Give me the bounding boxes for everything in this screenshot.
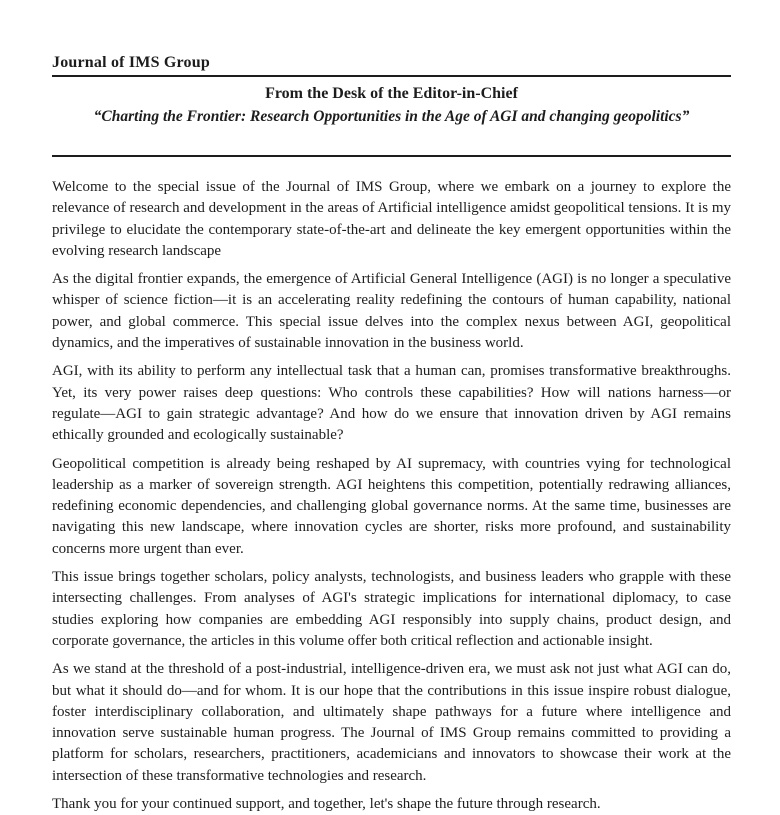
divider-rule (52, 155, 731, 157)
body-paragraph-3: AGI, with its ability to perform any intellectual task that a human can, promises transformative breakthroughs. Yet, its very power raises deep questions: Who controls these capabilities? How will nations harness—or regulate—AGI to gain strategic advantage? And how do we ensure that innovation driven by AGI remains ethically grounded and ecologically sustainable? (52, 363, 731, 444)
body-paragraph-4: Geopolitical competition is already being reshaped by AI supremacy, with countries vying for technological leadership as a marker of sovereign strength. AGI heightens this competition, potentially redrawing alliances, redefining economic dependencies, and challenging global governance norms. At the same time, businesses are navigating this new landscape, where innovation cycles are shorter, risks more profound, and sustainability concerns more urgent than ever. (52, 455, 731, 557)
body-paragraph-2: As the digital frontier expands, the emergence of Artificial General Intelligence (AGI) is no longer a speculative whisper of science fiction—it is an accelerating reality redefining the contours of human capability, national power, and global commerce. This special issue delves into the complex nexus between AGI, geopolitical dynamics, and the imperatives of sustainable innovation in the business world. (52, 271, 731, 352)
editor-desk-title: From the Desk of the Editor-in-Chief (265, 85, 518, 102)
issue-title: “Charting the Frontier: Research Opportunities in the Age of AGI and changing geopolitics” (93, 108, 690, 125)
journal-name: Journal of IMS Group (52, 53, 731, 77)
editorial-body (52, 165, 731, 815)
body-paragraph-7: Thank you for your continued support, and together, let's shape the future through research. (52, 796, 601, 813)
body-paragraph-5: This issue brings together scholars, policy analysts, technologists, and business leaders who grapple with these intersecting challenges. From analyses of AGI's strategic implications for international diplomacy, to case studies exploring how companies are embedding AGI responsibly into supply chains, product design, and corporate governance, the articles in this volume offer both critical reflection and actionable insight. (52, 569, 731, 649)
body-paragraph-6: As we stand at the threshold of a post-industrial, intelligence-driven era, we must ask not just what AGI can do, but what it should do—and for whom. It is our hope that the contributions in this issue inspire robust dialogue, foster interdisciplinary collaboration, and ultimately shape pathways for a future where intelligence and innovation serve sustainable human progress. The Journal of IMS Group remains committed to providing a platform for scholars, researchers, practitioners, academicians and innovators to showcase their work at the intersection of these transformative technologies and research. (52, 661, 731, 784)
body-paragraph-1: Welcome to the special issue of the Journal of IMS Group, where we embark on a journey to explore the relevance of research and development in the areas of Artificial intelligence amidst geopolitical tensions. It is my privilege to elucidate the contemporary state-of-the-art and delineate the key emergent opportunities within the evolving research landscape (52, 179, 731, 259)
